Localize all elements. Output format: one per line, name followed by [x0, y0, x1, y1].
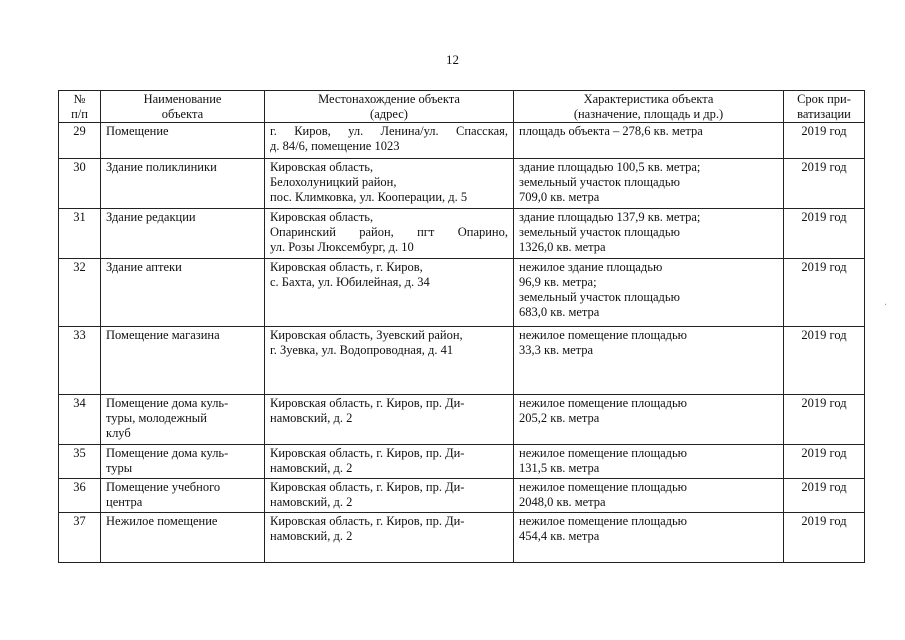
- object-address-line: с. Бахта, ул. Юбилейная, д. 34: [270, 275, 430, 289]
- object-address-line: намовский, д. 2: [270, 529, 353, 543]
- object-address-line: г. Киров, ул. Ленина/ул. Спасская,: [270, 124, 508, 138]
- privatization-term: 2019 год: [784, 395, 865, 445]
- header-address: [265, 91, 514, 123]
- object-name-line: Помещение магазина: [106, 328, 220, 342]
- table-row: [59, 209, 865, 259]
- object-name-line: Нежилое помещение: [106, 514, 218, 528]
- object-characteristics-line: 205,2 кв. метра: [519, 411, 600, 425]
- row-number: 33: [59, 327, 101, 395]
- row-number: 30: [59, 159, 101, 209]
- object-characteristics: [514, 209, 784, 259]
- table-row: [59, 395, 865, 445]
- privatization-term: 2019 год: [784, 513, 865, 563]
- object-characteristics-line: 683,0 кв. метра: [519, 305, 600, 319]
- table-row: [59, 445, 865, 479]
- object-name: [101, 513, 265, 563]
- privatization-term: 2019 год: [784, 445, 865, 479]
- privatization-table: [58, 90, 865, 563]
- object-name-line: туры: [106, 461, 133, 475]
- object-address-line: намовский, д. 2: [270, 495, 353, 509]
- table-row: [59, 259, 865, 327]
- scan-speck: ·: [884, 300, 888, 311]
- header-term-line-1: Срок при-: [797, 92, 851, 106]
- privatization-term: 2019 год: [784, 479, 865, 513]
- object-address: [265, 327, 514, 395]
- header-name-line-2: объекта: [161, 107, 204, 121]
- object-characteristics-line: здание площадью 100,5 кв. метра;: [519, 160, 701, 174]
- object-characteristics-line: 131,5 кв. метра: [519, 461, 600, 475]
- object-address-line: г. Зуевка, ул. Водопроводная, д. 41: [270, 343, 454, 357]
- header-address-line-2: (адрес): [370, 107, 408, 121]
- header-characteristics: [514, 91, 784, 123]
- privatization-term: 2019 год: [784, 259, 865, 327]
- object-characteristics-line: здание площадью 137,9 кв. метра;: [519, 210, 701, 224]
- object-name: [101, 259, 265, 327]
- row-number: 36: [59, 479, 101, 513]
- object-characteristics-line: земельный участок площадью: [519, 290, 680, 304]
- object-name: [101, 123, 265, 159]
- header-term: [784, 91, 865, 123]
- object-address-line: намовский, д. 2: [270, 411, 353, 425]
- object-name-line: Здание поликлиники: [106, 160, 217, 174]
- header-name: [101, 91, 265, 123]
- object-name: [101, 479, 265, 513]
- object-address: [265, 259, 514, 327]
- object-address-line: Кировская область,: [270, 160, 374, 174]
- object-name: [101, 445, 265, 479]
- privatization-term: 2019 год: [784, 327, 865, 395]
- object-address: [265, 159, 514, 209]
- object-characteristics: [514, 159, 784, 209]
- header-characteristics-line-2: (назначение, площадь и др.): [573, 107, 724, 121]
- object-characteristics: [514, 259, 784, 327]
- table-header: [59, 91, 865, 123]
- row-number: 32: [59, 259, 101, 327]
- object-characteristics-line: земельный участок площадью: [519, 175, 680, 189]
- row-number: 31: [59, 209, 101, 259]
- object-characteristics-line: земельный участок площадью: [519, 225, 680, 239]
- object-name-line: Здание редакции: [106, 210, 196, 224]
- object-address-line: д. 84/6, помещение 1023: [270, 139, 400, 153]
- row-number: 35: [59, 445, 101, 479]
- object-characteristics: [514, 445, 784, 479]
- header-address-line-1: Местонахождение объекта: [318, 92, 460, 106]
- header-num-line-1: №: [73, 92, 86, 106]
- object-address-line: Кировская область, г. Киров, пр. Ди-: [270, 396, 465, 410]
- table-body: [59, 123, 865, 563]
- header-row: [59, 91, 865, 123]
- table-row: [59, 327, 865, 395]
- row-number: 37: [59, 513, 101, 563]
- privatization-term: 2019 год: [784, 123, 865, 159]
- object-address-line: Кировская область, г. Киров,: [270, 260, 423, 274]
- object-characteristics-line: 2048,0 кв. метра: [519, 495, 606, 509]
- row-number: 29: [59, 123, 101, 159]
- table-row: [59, 159, 865, 209]
- object-name-line: Помещение учебного: [106, 480, 221, 494]
- object-name: [101, 159, 265, 209]
- table-row: [59, 123, 865, 159]
- object-address-line: Кировская область, г. Киров, пр. Ди-: [270, 514, 465, 528]
- object-name-line: туры, молодежный: [106, 411, 207, 425]
- object-characteristics-line: нежилое помещение площадью: [519, 514, 688, 528]
- object-characteristics-line: 96,9 кв. метра;: [519, 275, 597, 289]
- object-address-line: намовский, д. 2: [270, 461, 353, 475]
- object-characteristics: [514, 513, 784, 563]
- object-characteristics-line: нежилое помещение площадью: [519, 446, 688, 460]
- object-address-line: пос. Климковка, ул. Кооперации, д. 5: [270, 190, 468, 204]
- object-characteristics-line: нежилое помещение площадью: [519, 480, 688, 494]
- object-address-line: Кировская область, Зуевский район,: [270, 328, 463, 342]
- object-characteristics-line: площадь объекта – 278,6 кв. метра: [519, 124, 703, 138]
- object-address: [265, 479, 514, 513]
- header-num: [59, 91, 101, 123]
- object-name-line: Здание аптеки: [106, 260, 182, 274]
- object-address: [265, 513, 514, 563]
- object-name: [101, 395, 265, 445]
- privatization-term: 2019 год: [784, 209, 865, 259]
- header-name-line-1: Наименование: [143, 92, 222, 106]
- object-characteristics: [514, 395, 784, 445]
- object-characteristics-line: нежилое помещение площадью: [519, 396, 688, 410]
- object-characteristics: [514, 479, 784, 513]
- object-name-line: Помещение дома куль-: [106, 396, 229, 410]
- object-name-line: клуб: [106, 426, 131, 440]
- object-name: [101, 327, 265, 395]
- object-address: [265, 209, 514, 259]
- header-term-line-2: ватизации: [797, 107, 851, 121]
- header-num-line-2: п/п: [71, 107, 88, 121]
- object-name-line: Помещение дома куль-: [106, 446, 229, 460]
- object-address-line: Кировская область, г. Киров, пр. Ди-: [270, 446, 465, 460]
- page-number: 12: [446, 52, 459, 67]
- row-number: 34: [59, 395, 101, 445]
- header-characteristics-line-1: Характеристика объекта: [583, 92, 714, 106]
- object-address-line: Кировская область, г. Киров, пр. Ди-: [270, 480, 465, 494]
- object-name-line: Помещение: [106, 124, 169, 138]
- table-row: [59, 513, 865, 563]
- object-characteristics-line: 709,0 кв. метра: [519, 190, 600, 204]
- object-characteristics-line: 1326,0 кв. метра: [519, 240, 606, 254]
- object-address: [265, 395, 514, 445]
- table-row: [59, 479, 865, 513]
- object-address-line: ул. Розы Люксембург, д. 10: [270, 240, 414, 254]
- object-name: [101, 209, 265, 259]
- object-characteristics-line: нежилое здание площадью: [519, 260, 663, 274]
- object-characteristics: [514, 123, 784, 159]
- object-address-line: Белохолуницкий район,: [270, 175, 397, 189]
- object-address-line: Кировская область,: [270, 210, 374, 224]
- object-address: [265, 123, 514, 159]
- object-address-line: Опаринский район, пгт Опарино,: [270, 225, 508, 239]
- privatization-term: 2019 год: [784, 159, 865, 209]
- object-characteristics-line: 33,3 кв. метра: [519, 343, 594, 357]
- object-name-line: центра: [106, 495, 143, 509]
- object-characteristics-line: нежилое помещение площадью: [519, 328, 688, 342]
- object-characteristics: [514, 327, 784, 395]
- object-address: [265, 445, 514, 479]
- object-characteristics-line: 454,4 кв. метра: [519, 529, 600, 543]
